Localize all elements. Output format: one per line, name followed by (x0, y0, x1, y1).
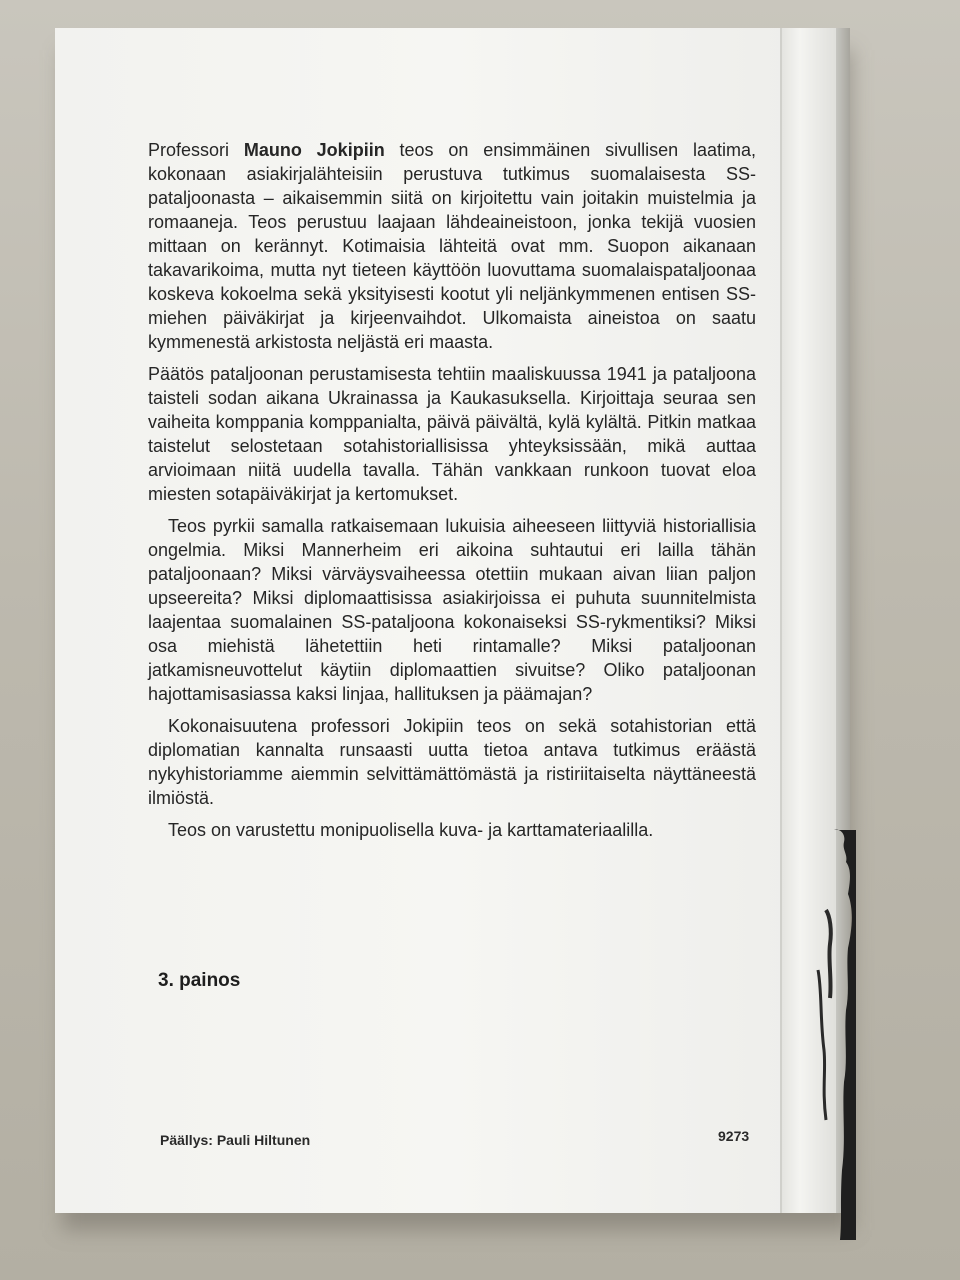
blurb-text (148, 138, 756, 850)
product-code: 9273 (718, 1128, 750, 1144)
spine-figure-illustration (796, 820, 856, 1240)
edition-label: 3. painos (158, 970, 241, 991)
blurb-paragraph-3: Teos pyrkii samalla ratkaisemaan lukuisia aiheeseen liittyviä historiallisia ongelmia. Miksi Mannerheim eri aikoina suhtautui eri lailla tähän pataljoonaan? Miksi värväysvaiheessa otettiin mukaan aivan liian paljon upseereita? Miksi diplomaattisissa asiakirjoissa ei puhuta suunnitelmista laajentaa suomalainen SS-pataljoona kokonaiseksi SS-rykmentiksi? Miksi osa miehistä lähetettiin heti rintamalle? Miksi pataljoonan jatkamisneuvottelut käytiin diplomaattien sivuitse? Oliko pataljoonan hajottamisasiassa kaksi linjaa, hallituksen ja päämajan? (148, 516, 756, 704)
blurb-paragraph-4: Kokonaisuutena professori Jokipiin teos on sekä sotahistorian että diplomatian kannalta runsaasti uutta tietoa antava tutkimus eräästä nykyhistoriamme aiemmin selvittämättömästä ja ristiriitaiselta näyttäneestä ilmiöstä. (148, 716, 756, 808)
blurb-paragraph-1 (148, 138, 756, 354)
blurb-p1-prefix: Professori (148, 140, 230, 160)
blurb-p1-rest: teos on ensimmäinen sivullisen laatima, kokonaan asiakirjalähteisiin perustuva tutkimus suomalaisesta SS-pataljoonasta – aikaisemmin siitä on kirjoitettu vain joitakin muistelmia ja romaaneja. Teos perustuu laajaan lähdeaineistoon, jonka tekijä vuosien mittaan on kerännyt. Kotimaisia lähteitä ovat mm. Suopon aikanaan takavarikoima, mutta nyt tieteen käyttöön luovuttama suomalaispataljoonaa koskeva kokoelma sekä yksityisesti kootut yli neljänkymmenen entisen SS-miehen päiväkirjat ja kirjeenvaihdot. Ulkomaista aineistoa on saatu kymmenestä arkistosta neljästä eri maasta. (148, 140, 756, 352)
blurb-paragraph-2: Päätös pataljoonan perustamisesta tehtiin maaliskuussa 1941 ja pataljoona taisteli sodan aikana Ukrainassa ja Kaukasuksella. Kirjoittaja seuraa sen vaiheita komppania komppanialta, päivä päivältä, kylä kylältä. Pitkin matkaa taistelut selostetaan sotahistoriallisissa yhteyksissään, mikä auttaa arvioimaan niitä uudella tavalla. Tähän vankkaan runkoon tuovat eloa miesten sotapäiväkirjat ja kertomukset. (148, 364, 756, 504)
cover-credit: Päällys: Pauli Hiltunen (160, 1132, 311, 1148)
author-name: Mauno Jokipiin (243, 140, 385, 160)
blurb-paragraph-5: Teos on varustettu monipuolisella kuva- ja karttamateriaalilla. (168, 820, 654, 840)
